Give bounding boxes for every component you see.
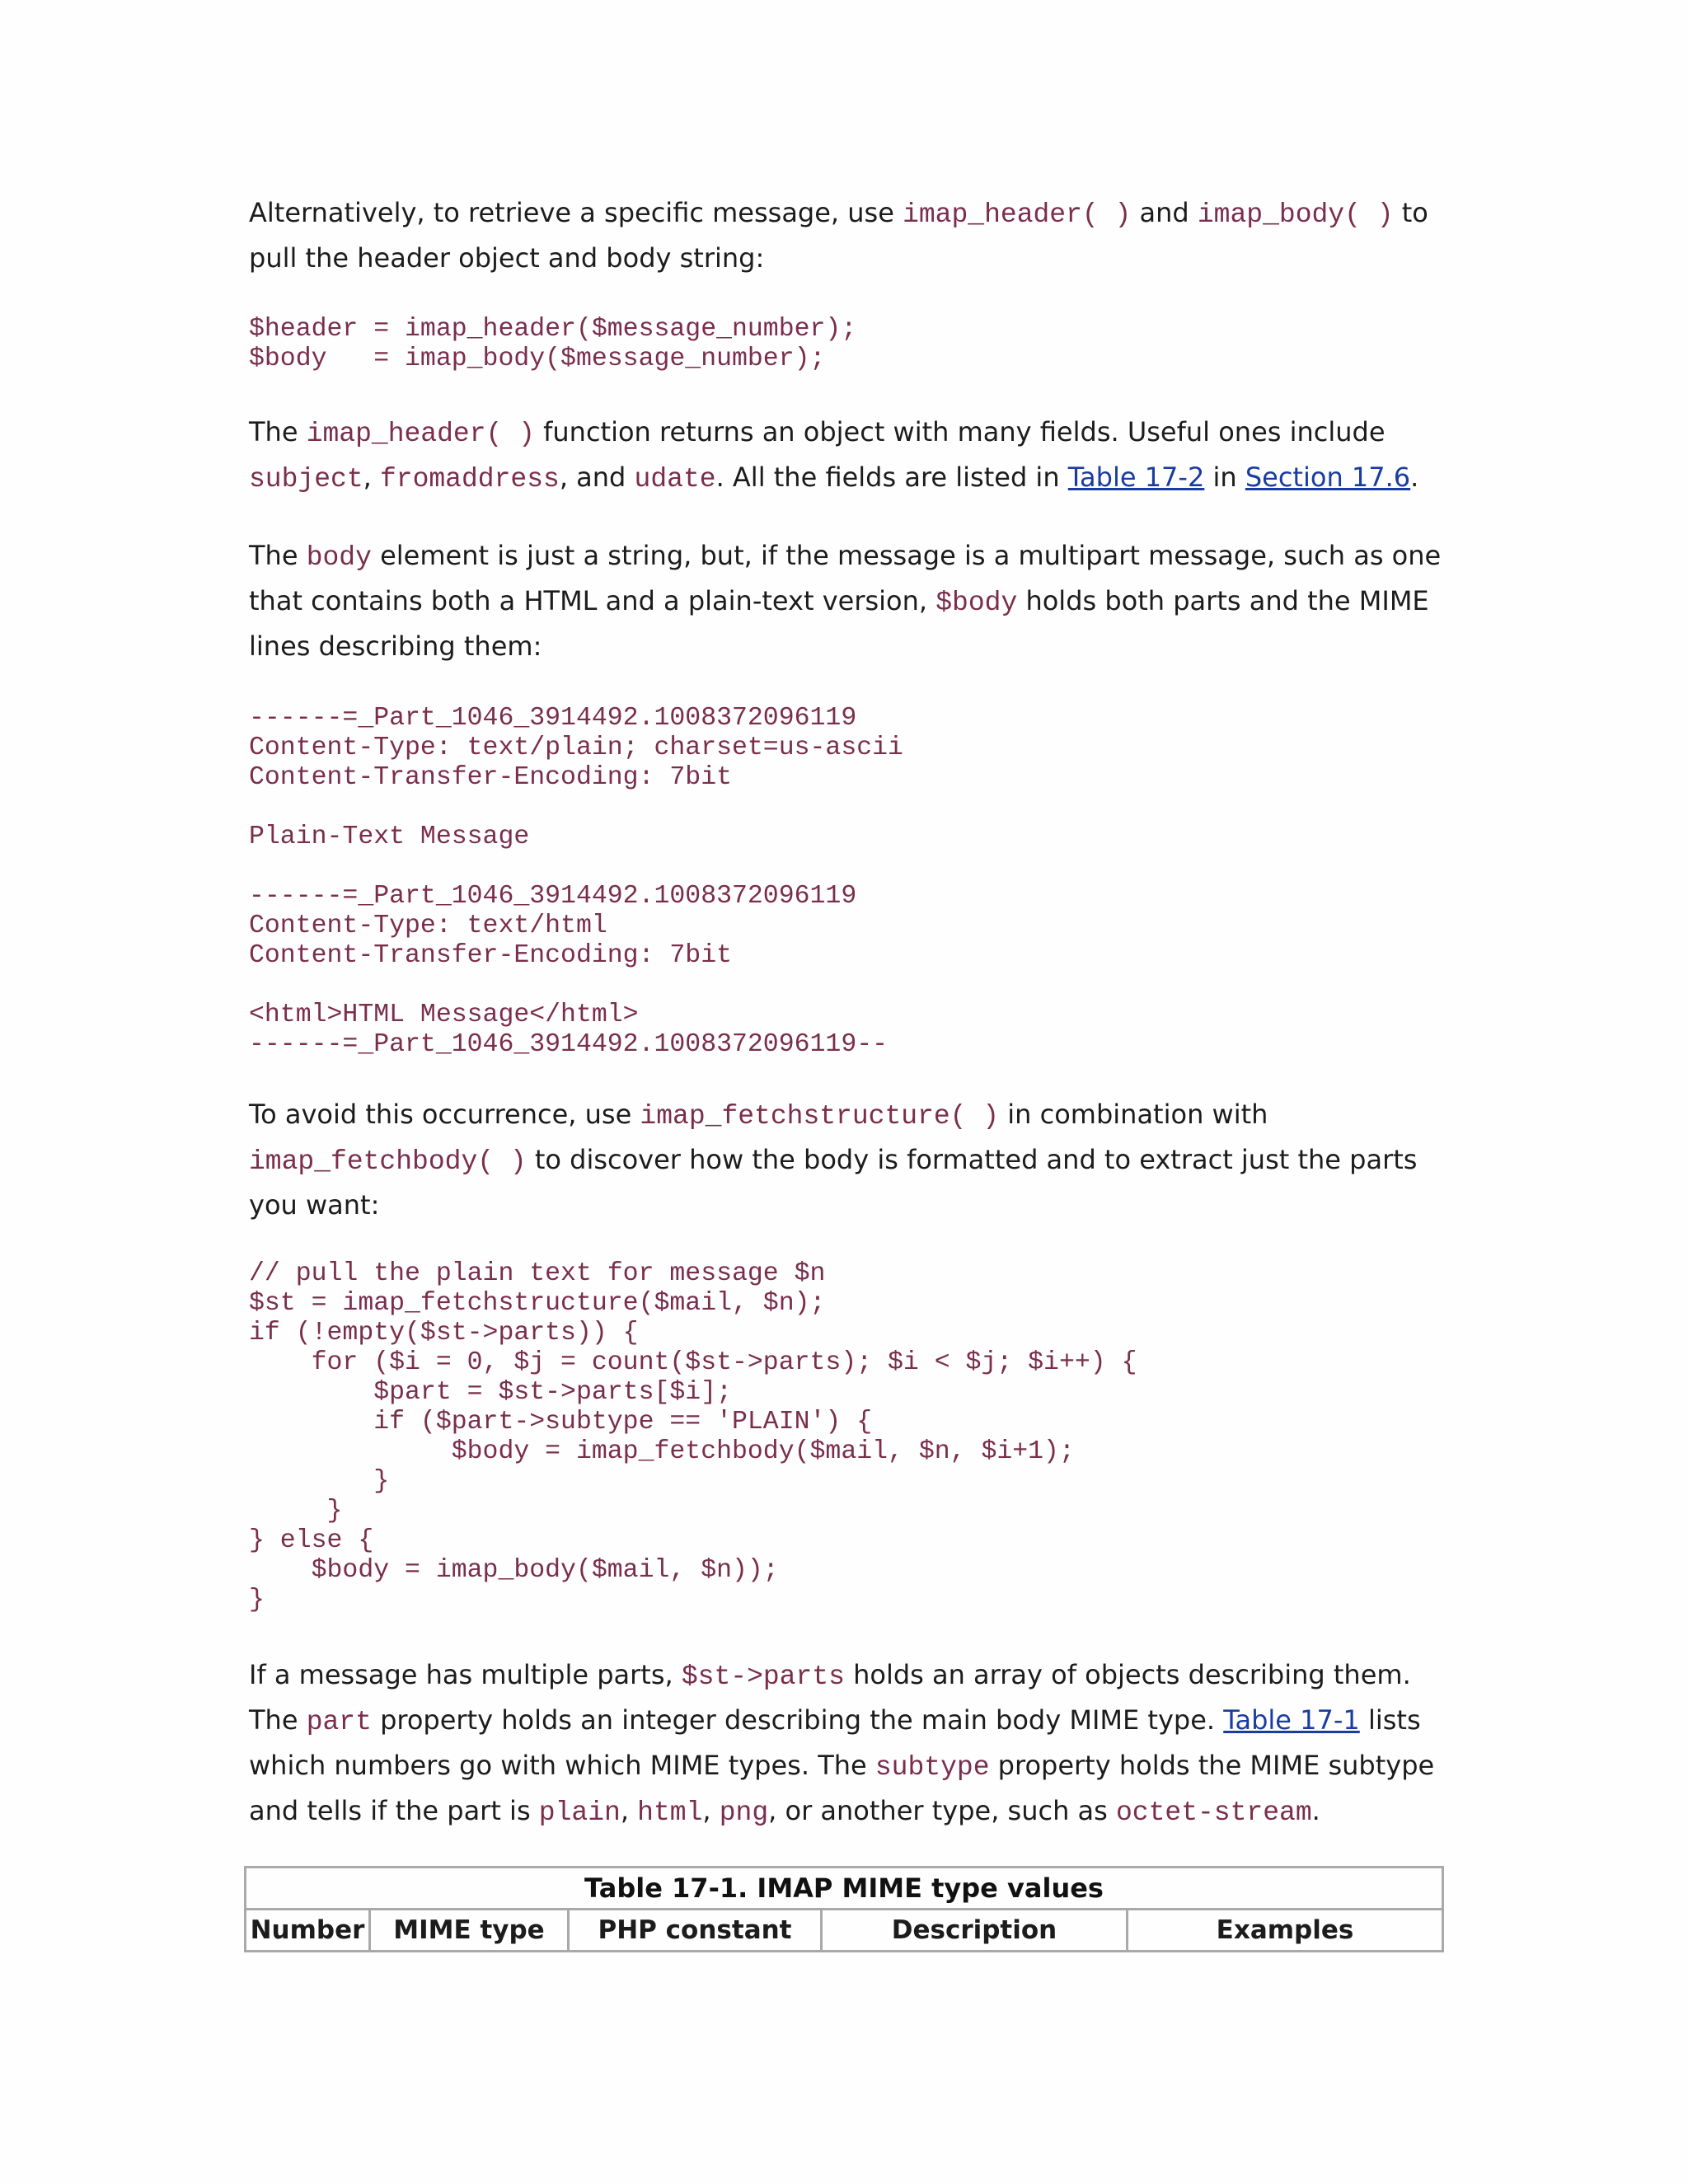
inline-code: octet-stream: [1115, 1797, 1312, 1828]
code-block-fetchstructure: // pull the plain text for message $n $st = imap_fetchstructure($mail, $n); if (!empty($st->parts)) { for ($i = 0, $j = count($st->parts); $i < $j; $i++) { $part = $st->parts[$i]; if ($part->subtype == 'PLAIN') { $body = imap_fetchbody($mail, $n, $i+1); } } } else { $body = imap_body($mail, $n)); }: [249, 1259, 1137, 1615]
inline-code: imap_header( ): [903, 199, 1132, 230]
intro-paragraph: [249, 191, 1444, 279]
inline-code: subtype: [874, 1752, 990, 1783]
parts-paragraph: [249, 1653, 1444, 1835]
text: .: [1311, 1795, 1320, 1826]
code-block-mime-parts: ------=_Part_1046_3914492.1008372096119 Content-Type: text/plain; charset=us-ascii Content-Transfer-Encoding: 7bit Plain-Text Message ------=_Part_1046_3914492.1008372096119 Content-Type: text/html Content-Transfer-Encoding: 7bit <html>HTML Message</html> ------=_Part_1046_3914492.1008372096119--: [249, 704, 903, 1059]
header-php-constant: PHP constant: [569, 1910, 822, 1952]
text: ,: [702, 1795, 720, 1826]
text: in: [1204, 462, 1245, 493]
inline-code: fromaddress: [379, 464, 560, 494]
header-description: Description: [822, 1910, 1128, 1952]
mime-type-table-wrapper: [244, 1866, 1444, 1952]
text: The: [249, 416, 307, 448]
inline-code: subject: [249, 464, 363, 494]
text: element is just a string, but, if the message is a multipart message, such as one that contains both a HTML and a plain-text version,: [249, 540, 1442, 616]
inline-code: $st->parts: [681, 1661, 845, 1692]
text: property holds the MIME subtype and tells if the part is: [249, 1750, 1435, 1826]
section-17-6-link[interactable]: Section 17.6: [1245, 462, 1411, 493]
inline-code: part: [306, 1707, 372, 1737]
header-mime-type: MIME type: [370, 1910, 569, 1952]
text: ,: [620, 1795, 638, 1826]
table-caption: Table 17-1. IMAP MIME type values: [244, 1866, 1444, 1908]
text: to discover how the body is formatted and to extract just the parts you want:: [249, 1144, 1418, 1221]
text: Alternatively, to retrieve a specific message, use: [249, 197, 903, 228]
inline-code: udate: [634, 464, 716, 494]
inline-code: plain: [538, 1797, 621, 1828]
inline-code: imap_fetchbody( ): [249, 1146, 527, 1177]
text: lists which numbers go with which MIME types. The: [249, 1704, 1421, 1781]
text: . All the fields are listed in: [715, 462, 1068, 493]
text: ,: [363, 462, 380, 493]
text: The: [249, 540, 307, 571]
avoid-paragraph: [249, 1093, 1444, 1226]
text: To avoid this occurrence, use: [249, 1099, 640, 1130]
header-examples: Examples: [1128, 1910, 1443, 1952]
text: holds an array of objects describing them. The: [249, 1659, 1411, 1736]
table-17-2-link[interactable]: Table 17-2: [1067, 462, 1205, 493]
mime-type-table: [244, 1866, 1444, 1952]
inline-code: imap_body( ): [1197, 199, 1394, 230]
inline-code: body: [306, 542, 372, 573]
inline-code: imap_fetchstructure( ): [640, 1101, 1000, 1132]
text: function returns an object with many fields. Useful ones include: [534, 416, 1386, 448]
inline-code: png: [719, 1797, 769, 1828]
text: If a message has multiple parts,: [249, 1659, 682, 1690]
text: to pull the header object and body string:: [249, 197, 1428, 274]
text: , or another type, such as: [768, 1795, 1116, 1826]
header-paragraph: [249, 410, 1444, 501]
inline-code: $body: [935, 588, 1018, 618]
header-number: Number: [246, 1910, 370, 1952]
table-header-row: [246, 1910, 1443, 1952]
table-17-1-link[interactable]: Table 17-1: [1223, 1704, 1360, 1736]
body-paragraph: [249, 534, 1444, 668]
text: holds both parts and the MIME lines describing them:: [249, 585, 1429, 662]
text: , and: [559, 462, 635, 493]
text: property holds an integer describing the main body MIME type.: [371, 1704, 1224, 1736]
inline-code: imap_header( ): [306, 419, 535, 449]
text: in combination with: [999, 1099, 1268, 1130]
inline-code: html: [637, 1797, 703, 1828]
text: .: [1410, 462, 1419, 493]
code-block-header-body: $header = imap_header($message_number); $body = imap_body($message_number);: [249, 315, 857, 373]
text: and: [1131, 197, 1198, 228]
